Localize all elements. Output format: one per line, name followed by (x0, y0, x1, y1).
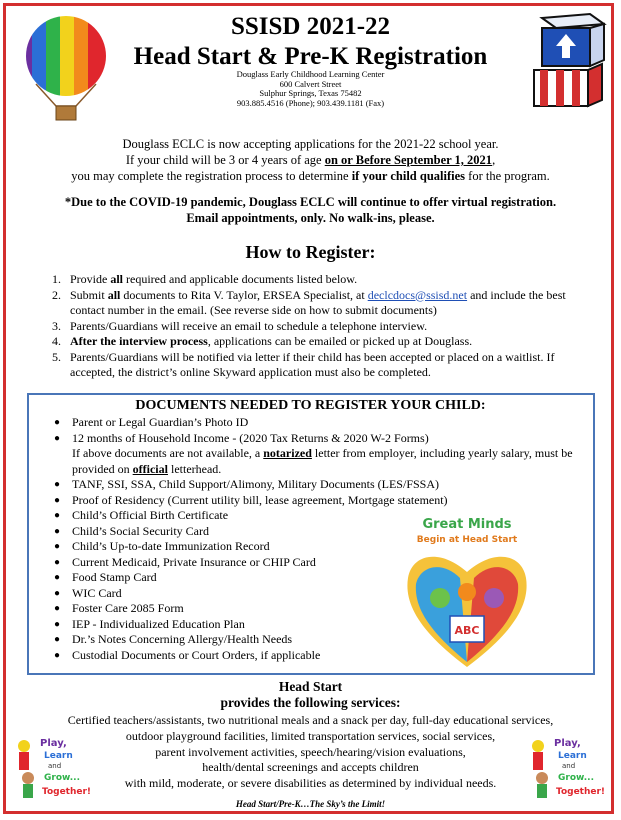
document-text: Proof of Residency (Current utility bill, lease agreement, Mortgage statement) (72, 492, 448, 507)
step-item (52, 288, 577, 319)
play-text: Play, (40, 738, 67, 749)
bullet-icon: ● (54, 572, 61, 583)
step-text: Provide (70, 272, 111, 286)
service-line: Certified teachers/assistants, two nutritional meals and a snack per day, full-day educational services, (67, 713, 554, 727)
document-item (52, 493, 592, 509)
step-item (52, 319, 577, 335)
step-item (52, 334, 577, 350)
together-text: Together! (556, 787, 606, 797)
bullet-icon: ● (54, 510, 61, 521)
document-item (52, 415, 592, 431)
bullet-icon: ● (54, 525, 61, 537)
bullet-icon: ● (54, 634, 61, 645)
step-text: Submit (70, 287, 108, 302)
document-text: Child’s Official Birth Certificate (72, 508, 229, 522)
step-number: 2. (52, 287, 61, 302)
services-paragraph (40, 713, 581, 792)
document-text: 12 months of Household Income - (2020 Tax Returns & 2020 W-2 Forms) (72, 430, 429, 445)
intro-text: for the program. (465, 169, 550, 183)
document-text: Custodial Documents or Court Orders, if applicable (72, 647, 321, 662)
document-text: TANF, SSI, SSA, Child Support/Alimony, Military Documents (LES/FSSA) (72, 477, 440, 491)
bullet-icon: ● (54, 649, 61, 661)
document-text: Child’s Up-to-date Immunization Record (72, 539, 270, 553)
great-minds-heart-graphic (400, 512, 535, 672)
bullet-icon: ● (54, 618, 61, 630)
step-text: documents to Rita V. Taylor, ERSEA Specialist, at (120, 287, 368, 302)
official-text: official (132, 461, 168, 476)
intro-line: Douglass ECLC is now accepting applications for the 2021-22 school year. (122, 137, 499, 151)
document-item (52, 477, 592, 493)
grow-text: Grow... (558, 773, 595, 783)
begin-at-head-start-text: Begin at Head Start (416, 535, 518, 545)
bullet-icon: ● (54, 587, 61, 599)
document-text: WIC Card (72, 585, 122, 600)
deadline-text: on or Before September 1, 2021 (324, 153, 493, 167)
document-text: IEP - Individualized Education Plan (72, 616, 245, 631)
step-number: 3. (52, 318, 61, 333)
footer-tagline: Head Start/Pre-K…The Sky’s the Limit! (235, 799, 386, 809)
step-bold: all (107, 287, 121, 302)
play-text: Play, (554, 738, 581, 749)
services-heading: Head Start (278, 679, 343, 694)
how-to-register-heading: How to Register: (245, 242, 376, 262)
intro-text: If your child will be 3 or 4 years of age (125, 153, 325, 167)
step-number: 4. (52, 334, 61, 348)
address-line: Sulphur Springs, Texas 75482 (259, 88, 362, 98)
bullet-icon: ● (54, 494, 61, 506)
covid-line: *Due to the COVID-19 pandemic, Douglass ECLC will continue to offer virtual registration. (64, 195, 557, 209)
step-number: 5. (52, 349, 61, 364)
great-minds-text: Great Minds (422, 517, 512, 532)
intro-line (20, 168, 601, 184)
bullet-icon: ● (54, 541, 61, 552)
document-text: letter from employer, including yearly salary, must be provided on (72, 446, 573, 476)
learn-text: Learn (558, 751, 587, 761)
page-subtitle: Head Start & Pre-K Registration (133, 43, 488, 70)
covid-notice (20, 194, 601, 226)
registration-steps (52, 272, 577, 381)
covid-line: Email appointments, only. No walk-ins, please. (186, 211, 435, 225)
document-text: Dr.’s Notes Concerning Allergy/Health Needs (72, 632, 293, 646)
intro-text: , (492, 153, 496, 167)
bullet-icon: ● (54, 417, 61, 428)
document-text: Current Medicaid, Private Insurance or CHIP Card (72, 554, 316, 569)
step-text: Parents/Guardians will receive an email to schedule a telephone interview. (70, 318, 428, 333)
services-subheading: provides the following services: (220, 695, 401, 710)
step-bold: all (110, 272, 124, 286)
intro-text: you may complete the registration process to determine (71, 169, 352, 183)
bullet-icon: ● (54, 556, 61, 568)
step-text: , applications can be emailed or picked up at Douglass. (207, 334, 473, 348)
email-link[interactable]: declcdocs@ssisd.net (367, 287, 468, 302)
abc-book-text: ABC (454, 624, 480, 637)
intro-line (20, 152, 601, 168)
step-text: required and applicable documents listed below. (123, 272, 358, 286)
play-learn-grow-logo-right (528, 732, 618, 802)
learn-text: Learn (44, 751, 73, 761)
step-item (52, 350, 577, 381)
document-text: Foster Care 2085 Form (72, 601, 184, 615)
school-address (0, 70, 621, 108)
grow-text: Grow... (44, 773, 81, 783)
service-line: with mild, moderate, or severe disabilities as determined by individual needs. (124, 776, 497, 791)
document-text: Parent or Legal Guardian’s Photo ID (72, 415, 249, 429)
document-text: If above documents are not available, a (72, 446, 264, 460)
step-text: and include the best contact number in the email. (See reverse side on how to submit documents) (70, 287, 566, 317)
document-text: Child’s Social Security Card (72, 523, 209, 538)
address-line: 600 Calvert Street (279, 78, 342, 89)
play-learn-grow-logo-left (14, 732, 104, 802)
documents-heading: DOCUMENTS NEEDED TO REGISTER YOUR CHILD: (135, 398, 486, 413)
step-number: 1. (52, 272, 61, 286)
qualify-text: if your child qualifies (351, 169, 466, 183)
notarized-text: notarized (263, 446, 312, 460)
bullet-icon: ● (54, 479, 61, 490)
step-item (52, 272, 577, 288)
service-line: outdoor playground facilities, limited transportation services, social services, (125, 728, 496, 743)
bullet-icon: ● (54, 432, 61, 444)
document-text: letterhead. (167, 461, 222, 476)
document-item (52, 431, 592, 478)
service-line: parent involvement activities, speech/hearing/vision evaluations, (155, 744, 466, 759)
address-line: Douglass Early Childhood Learning Center (236, 69, 385, 79)
document-text: Food Stamp Card (72, 570, 157, 584)
page-title: SSISD 2021-22 (230, 13, 391, 40)
intro-paragraph (20, 136, 601, 184)
bullet-icon: ● (54, 603, 61, 614)
step-bold: After the interview process (70, 334, 208, 348)
step-text: Parents/Guardians will be notified via letter if their child has been accepted or placed on a waitlist. If accepted, the district’s online Skyward application must also be completed. (70, 349, 555, 379)
and-text: and (48, 762, 62, 770)
and-text: and (562, 762, 576, 770)
address-line: 903.885.4516 (Phone); 903.439.1181 (Fax) (236, 97, 385, 108)
together-text: Together! (42, 787, 92, 797)
service-line: health/dental screenings and accepts children (202, 760, 419, 775)
